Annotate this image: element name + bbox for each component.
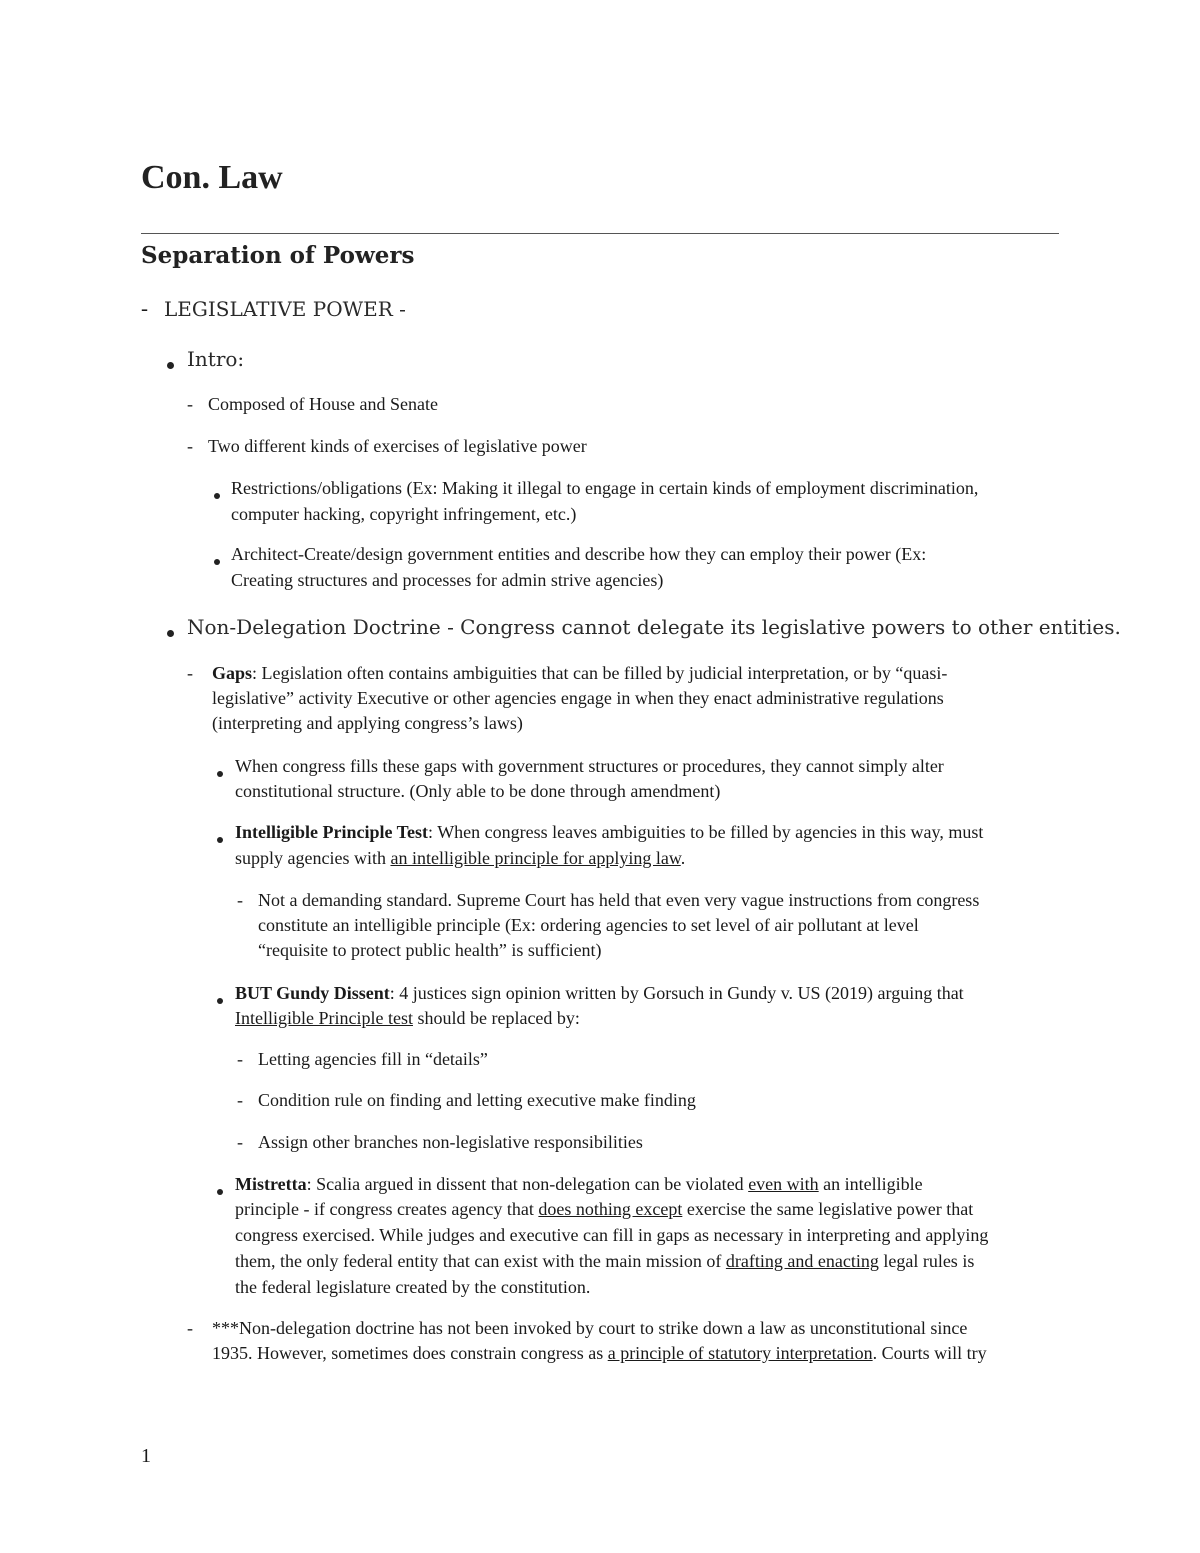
gundy-item-1: Letting agencies fill in “details”: [258, 1049, 488, 1069]
dash-intelligible-note: -: [237, 890, 243, 910]
gundy-item-2: Condition rule on finding and letting executive make finding: [258, 1090, 696, 1110]
intro-subitem-2-line1: Architect-Create/design government entities and describe how they can employ their power (Ex:: [231, 544, 927, 564]
dash-gundy-3: -: [237, 1132, 243, 1152]
gaps-line3: (interpreting and applying congress’s laws): [212, 713, 523, 733]
section-heading: Separation of Powers: [141, 242, 415, 269]
intelligible-underlined: an intelligible principle for applying law: [390, 848, 681, 868]
document-title: Con. Law: [141, 159, 283, 196]
gundy-underlined: Intelligible Principle test: [235, 1008, 413, 1028]
nondelegation-label: Non-Delegation Doctrine - Congress cannot delegate its legislative powers to other entities.: [187, 615, 1121, 639]
gaps-line1: Gaps: Legislation often contains ambiguities that can be filled by judicial interpretation, or by “quasi-: [212, 663, 948, 683]
mistretta-line3: congress exercised. While judges and executive can fill in gaps as necessary in interpreting and applying: [235, 1225, 989, 1245]
dash-gaps: -: [187, 663, 193, 683]
bullet-sub-2: [214, 552, 220, 570]
bullet-gaps-fill: [217, 764, 223, 782]
intelligible-note-line1: Not a demanding standard. Supreme Court has held that even very vague instructions from congress: [258, 890, 980, 910]
title-divider: [141, 233, 1059, 234]
intro-subitem-2-line2: Creating structures and processes for admin strive agencies): [231, 570, 664, 590]
mistretta-line4: them, the only federal entity that can exist with the main mission of drafting and enacting legal rules is: [235, 1251, 975, 1271]
final-note-line2: 1935. However, sometimes does constrain congress as a principle of statutory interpretation. Courts will try: [212, 1343, 987, 1363]
intro-subitem-1-line2: computer hacking, copyright infringement, etc.): [231, 504, 577, 524]
gundy-item-3: Assign other branches non-legislative responsibilities: [258, 1132, 643, 1152]
bullet-nondelegation: [167, 624, 174, 642]
intro-item-1: Composed of House and Senate: [208, 394, 438, 414]
intro-subitem-1-line1: Restrictions/obligations (Ex: Making it illegal to engage in certain kinds of employment discrimination,: [231, 478, 979, 498]
gaps-line2: legislative” activity Executive or other agencies engage in when they enact administrative regulations: [212, 688, 944, 708]
mistretta-line5: the federal legislature created by the constitution.: [235, 1277, 591, 1297]
intelligible-note-line3: “requisite to protect public health” is sufficient): [258, 940, 602, 960]
gaps-fill-line1: When congress fills these gaps with government structures or procedures, they cannot simply alter: [235, 756, 944, 776]
gundy-line2: Intelligible Principle test should be replaced by:: [235, 1008, 580, 1028]
final-note-line1: ***Non-delegation doctrine has not been invoked by court to strike down a law as unconstitutional since: [212, 1318, 968, 1338]
dash-final-note: -: [187, 1318, 193, 1338]
intelligible-note-line2: constitute an intelligible principle (Ex: ordering agencies to set level of air pollutant at level: [258, 915, 919, 935]
mistretta-line1: Mistretta: Scalia argued in dissent that non-delegation can be violated even with an intelligible: [235, 1174, 923, 1194]
gundy-term: BUT Gundy Dissent: [235, 983, 390, 1003]
dash-intro-2: -: [187, 436, 193, 456]
bullet-intelligible: [217, 830, 223, 848]
intelligible-term: Intelligible Principle Test: [235, 822, 429, 842]
legislative-dash: -: [141, 296, 148, 320]
bullet-intro: [167, 356, 174, 374]
bullet-sub-1: [214, 486, 220, 504]
gundy-line1: BUT Gundy Dissent: 4 justices sign opinion written by Gorsuch in Gundy v. US (2019) arguing that: [235, 983, 964, 1003]
intelligible-line2: supply agencies with an intelligible principle for applying law.: [235, 848, 686, 868]
mistretta-term: Mistretta: [235, 1174, 307, 1194]
intro-item-2: Two different kinds of exercises of legislative power: [208, 436, 587, 456]
bullet-gundy: [217, 991, 223, 1009]
gaps-term: Gaps: [212, 663, 253, 683]
dash-intro-1: -: [187, 394, 193, 414]
page-number: 1: [141, 1445, 151, 1467]
dash-gundy-1: -: [237, 1049, 243, 1069]
mistretta-line2: principle - if congress creates agency that does nothing except exercise the same legislative power that: [235, 1199, 974, 1219]
bullet-mistretta: [217, 1182, 223, 1200]
intro-label: Intro:: [187, 347, 245, 371]
intelligible-line1: Intelligible Principle Test: When congress leaves ambiguities to be filled by agencies in this way, must: [235, 822, 984, 842]
dash-gundy-2: -: [237, 1090, 243, 1110]
legislative-header: LEGISLATIVE POWER -: [164, 297, 406, 321]
gaps-fill-line2: constitutional structure. (Only able to be done through amendment): [235, 781, 721, 801]
